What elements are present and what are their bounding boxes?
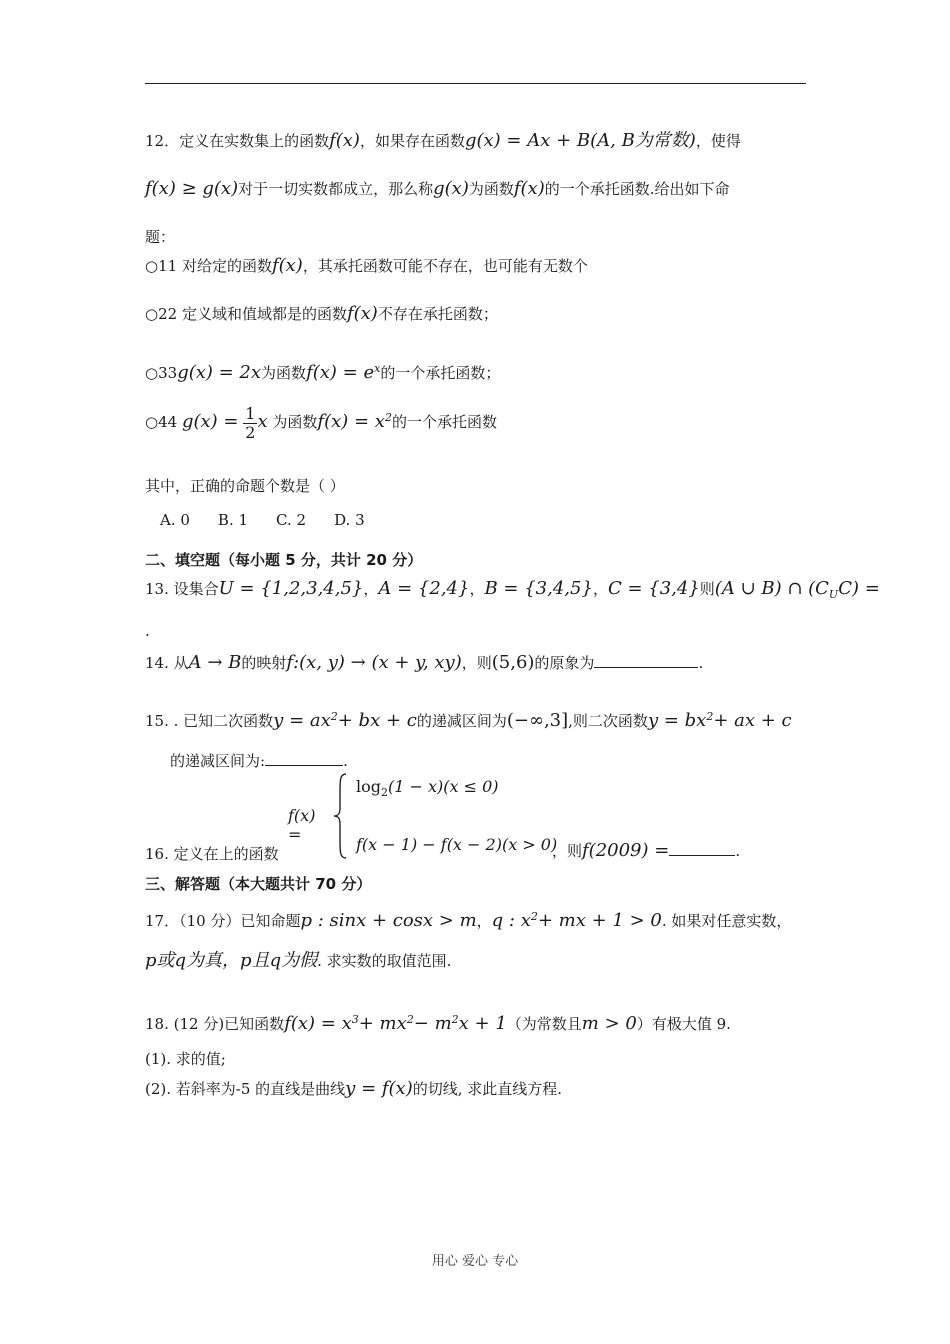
fraction-numerator: 1 <box>245 404 256 423</box>
answer-blank[interactable] <box>594 653 698 668</box>
math-mapping: f:(x, y) → (x + y, xy) <box>286 652 462 673</box>
section-heading-3: 三、解答题（本大题共计 70 分） <box>145 875 372 893</box>
q14-text: 的原象为 <box>534 654 595 672</box>
math-fx: f(x) <box>346 303 378 324</box>
answer-blank[interactable] <box>669 841 735 856</box>
q14-text: ，则 <box>461 654 492 672</box>
q15-text: ,则二次函数 <box>568 712 648 730</box>
math-cubic: − m <box>413 1013 452 1034</box>
math-subscript: U <box>828 588 839 601</box>
math-cubic: f(x) = x <box>284 1013 352 1034</box>
section-heading-2: 二、填空题（每小题 5 分，共计 20 分） <box>145 551 423 569</box>
prop-text: ○44 <box>145 413 178 432</box>
q18-subquestion-1: (1). 求的值; <box>145 1050 226 1068</box>
math-fx: f(x) <box>271 255 303 276</box>
math-gx: g(x) = <box>181 411 239 433</box>
math-quadratic: + ax + c <box>713 710 792 731</box>
math-quadratic: + bx + c <box>337 710 417 731</box>
q17-text: . 如果对任意实数， <box>661 912 792 930</box>
q12-prop-2 <box>145 303 498 325</box>
math-var: x <box>257 411 268 433</box>
q16-text: . <box>735 842 741 860</box>
q12-text: 题： <box>145 228 176 246</box>
q17-text: 17．（10 分）已知命题 <box>145 912 301 930</box>
math-set-a: A = {2,4} <box>378 578 470 599</box>
q16-text: ，则 <box>552 842 583 860</box>
q16-text: 16. 定义在上的函数 <box>145 845 279 863</box>
math-logic: p或q为真，p且q为假 <box>145 950 318 971</box>
q12-choices <box>160 511 393 529</box>
math-point: (5,6) <box>491 652 535 673</box>
q18-subquestion-2 <box>145 1078 562 1100</box>
prop-text: 不存在承托函数； <box>377 305 498 323</box>
q18-text: 18. (12 分)已知函数 <box>145 1015 285 1033</box>
math-fx: f(x) = <box>288 806 316 844</box>
q12-line-2 <box>145 178 730 200</box>
math-exponent: 2 <box>451 1013 459 1026</box>
math-set-c: C = {3,4} <box>607 578 700 599</box>
q17-text: . 求实数的取值范围. <box>317 952 452 970</box>
q12-text: 为函数 <box>468 180 514 198</box>
q17-text: ， <box>476 912 492 930</box>
math-fx: f(x) = x <box>317 411 385 433</box>
math-exponent: 2 <box>530 910 538 923</box>
math-exponent: 3 <box>351 1013 359 1026</box>
header-rule <box>145 83 806 84</box>
math-exponent: 2 <box>406 1013 414 1026</box>
math-piece: (1 − x)(x ≤ 0) <box>388 777 499 796</box>
q18-text: (2). 若斜率为-5 的直线是曲线 <box>145 1080 346 1098</box>
q14 <box>145 652 703 674</box>
brace-icon <box>332 772 350 860</box>
choice-b: B. 1 <box>217 511 249 529</box>
math-map: A → B <box>188 652 242 673</box>
prop-text: 的一个承托函数； <box>380 364 501 382</box>
question-text: 其中，正确的命题个数是（ ） <box>145 477 345 495</box>
prop-text: 的一个承托函数 <box>391 413 497 432</box>
choice-d: D. 3 <box>334 511 365 529</box>
math-curve: y = f(x) <box>345 1078 413 1099</box>
math-gx: g(x) = 2x <box>177 362 262 383</box>
q14-text: . <box>698 654 704 672</box>
piece-1 <box>356 777 499 799</box>
q12-prop-4 <box>145 405 497 441</box>
q15-line-2 <box>170 751 348 770</box>
prop-text: 为函数 <box>261 364 307 382</box>
q13-blank <box>145 622 150 640</box>
math-subscript: 2 <box>381 786 388 800</box>
answer-blank[interactable] <box>265 751 343 766</box>
q17-line-1 <box>145 910 791 932</box>
q14-text: 的映射 <box>241 654 287 672</box>
q18-line-1 <box>145 1013 731 1035</box>
q12-text: 12．定义在实数集上的函数 <box>145 132 330 150</box>
fraction-denominator: 2 <box>245 422 256 442</box>
q18-text: 的切线, 求此直线方程. <box>412 1080 563 1098</box>
q16 <box>145 845 279 863</box>
q12-line-3 <box>145 228 175 246</box>
prop-text: ，其承托函数可能不存在，也可能有无数个 <box>302 257 588 275</box>
math-fx: f(x) <box>329 130 360 151</box>
q12-text: 的一个承托函数.给出如下命 <box>544 180 730 198</box>
math-fx: f(x) <box>513 178 545 199</box>
math-cubic: x + 1 <box>458 1013 507 1034</box>
prop-text: ○11 对给定的函数 <box>145 257 272 275</box>
math-quadratic: y = ax <box>273 710 331 731</box>
q16-tail <box>552 840 740 862</box>
math-piece: f(x − 1) − f(x − 2)(x > 0) <box>356 835 558 854</box>
q17-line-2 <box>145 950 451 972</box>
prop-text: 为函数 <box>272 413 318 432</box>
math-condition: m > 0 <box>581 1013 637 1034</box>
q18-text: （为常数且 <box>506 1015 582 1033</box>
choice-c: C. 2 <box>276 511 307 529</box>
page-footer: 用心 爱心 专心 <box>431 1254 519 1269</box>
math-prop-q: q : x <box>491 910 531 931</box>
math-fx: f(x) = e <box>306 362 375 383</box>
prop-text: ○22 定义域和值域都是的函数 <box>145 305 347 323</box>
math-exponent: 2 <box>330 710 338 723</box>
math-cubic: + mx <box>358 1013 407 1034</box>
q12-prop-1 <box>145 255 588 277</box>
math-expression: C) = <box>838 578 880 599</box>
q15-text: 15. . 已知二次函数 <box>145 712 274 730</box>
q13-text: 13. 设集合 <box>145 580 219 598</box>
q12-text: ，使得 <box>695 132 741 150</box>
math-fraction <box>243 405 257 441</box>
q12-prop-3 <box>145 362 500 384</box>
math-set-u: U = {1,2,3,4,5} <box>218 578 364 599</box>
choice-a: A. 0 <box>160 511 190 529</box>
math-exponent: 2 <box>706 710 714 723</box>
q15-line-1 <box>145 710 792 732</box>
math-quadratic: y = bx <box>647 710 707 731</box>
math-log: log <box>356 777 381 796</box>
math-expression: (A ∪ B) ∩ (C <box>714 578 829 599</box>
q12-text: 对于一切实数都成立，那么称 <box>238 180 434 198</box>
q12-text: ，如果存在函数 <box>359 132 465 150</box>
q18-text: ）有极大值 9. <box>636 1015 731 1033</box>
prop-text: ○33 <box>145 364 178 382</box>
math-prop-q: + mx + 1 > 0 <box>537 910 662 931</box>
math-set-b: B = {3,4,5} <box>484 578 593 599</box>
piece-2 <box>356 835 557 854</box>
math-ask: f(2009) = <box>582 840 670 861</box>
q13-dot: . <box>145 622 150 640</box>
math-prop-p: p : sinx + cosx > m <box>300 910 477 931</box>
math-inequality: f(x) ≥ g(x) <box>145 178 239 199</box>
q15-text: 的递减区间为: <box>170 752 266 770</box>
q12-line-1 <box>145 130 741 152</box>
math-exponent: 2 <box>384 411 392 425</box>
math-exponent: x <box>374 362 381 375</box>
q13-text: 则 <box>699 580 715 598</box>
math-interval: (−∞,3] <box>506 710 569 731</box>
q13: 13. 设集合U = {1,2,3,4,5}，A = {2,4}，B = {3,4,5}，C = {3,4}则(A ∪ B) ∩ $(C_UC)$ = <box>145 578 880 601</box>
math-gx: g(x) <box>433 178 469 199</box>
q14-text: 14. 从 <box>145 654 189 672</box>
q15-text: 的递减区间为 <box>416 712 507 730</box>
q15-text: . <box>343 752 348 770</box>
q12-question <box>145 477 345 495</box>
math-gx: g(x) = Ax + B(A, B为常数) <box>464 130 696 151</box>
